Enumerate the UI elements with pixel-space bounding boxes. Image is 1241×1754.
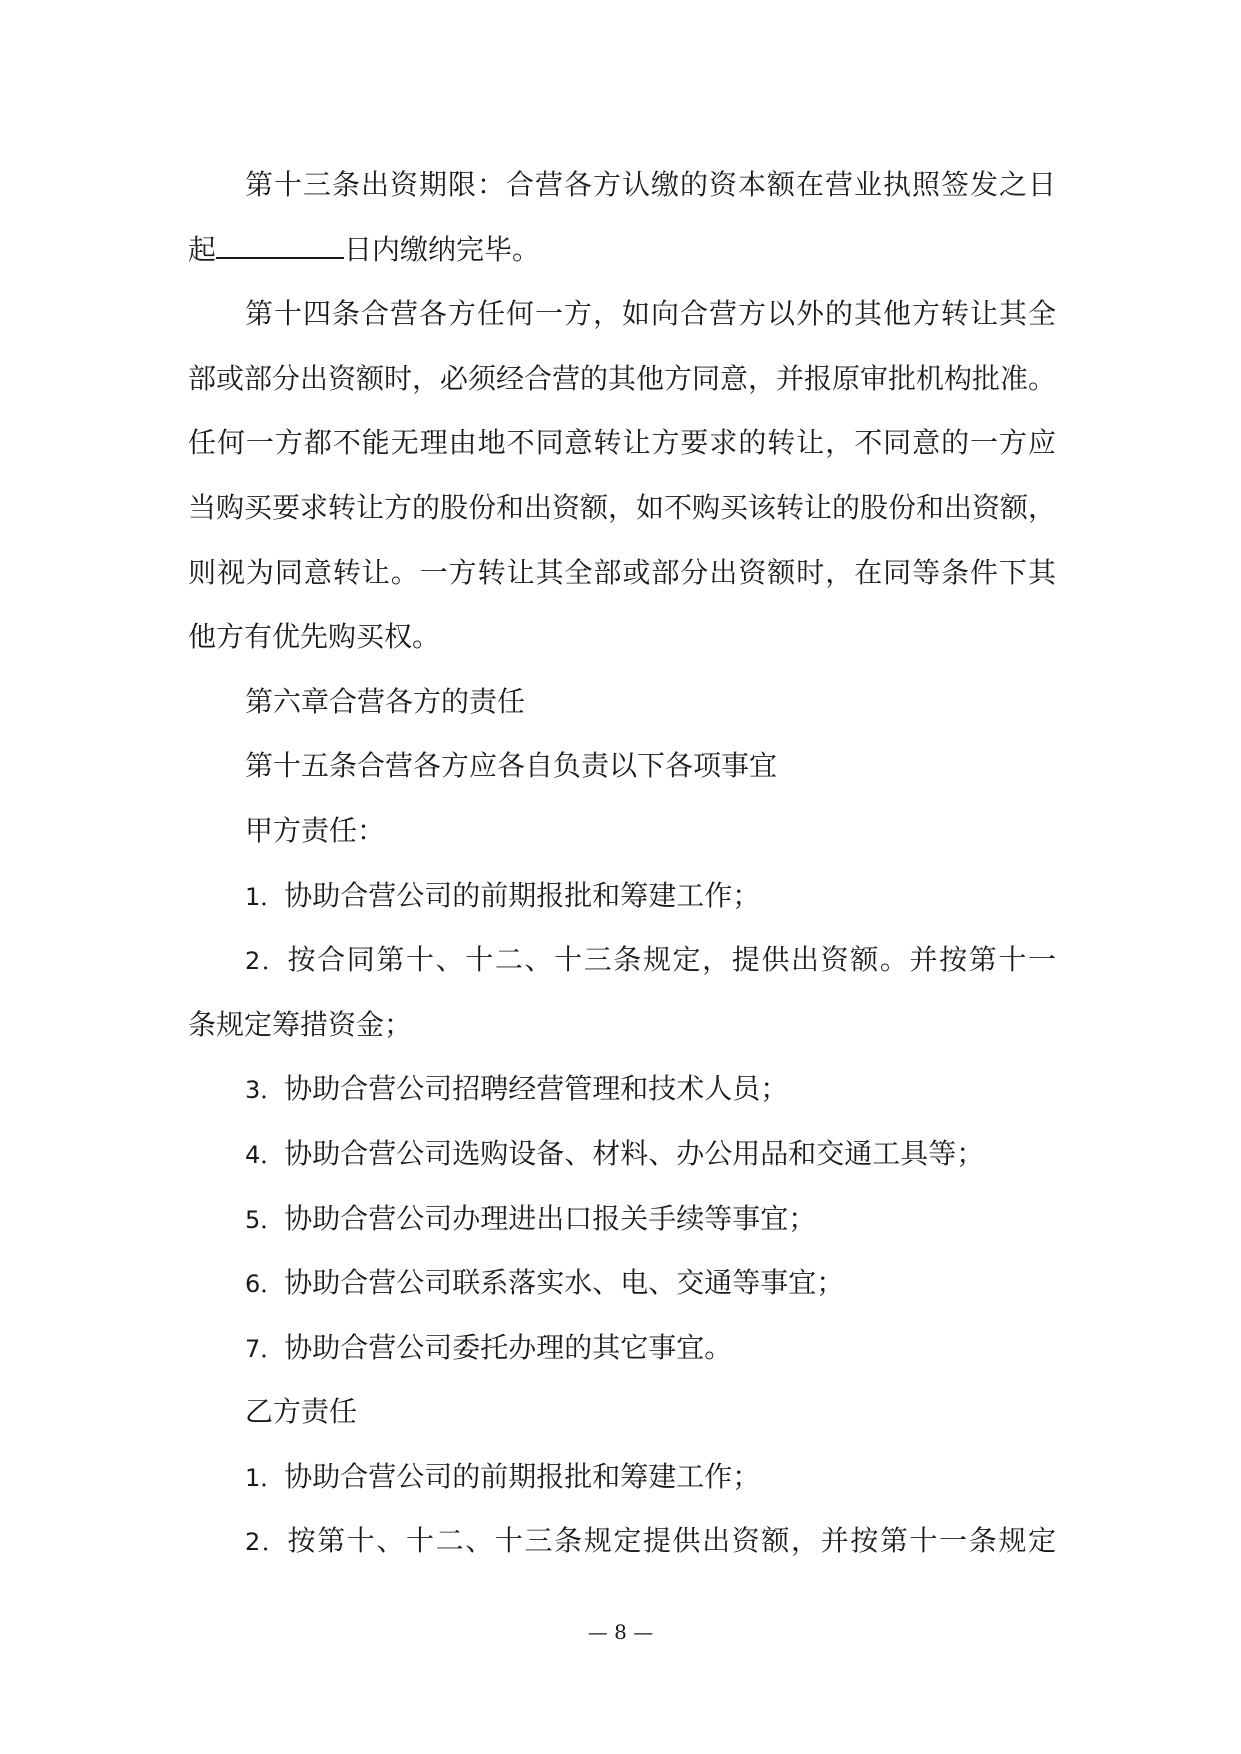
list-number: 1． xyxy=(245,882,285,911)
article-14-line-2: 部或部分出资额时，必须经合营的其他方同意，并报原审批机构批准。 xyxy=(188,361,1057,395)
article-13-suffix: 日内缴纳完毕。 xyxy=(344,232,541,266)
party-a-item-2 xyxy=(188,928,1056,993)
article-14-line-4: 当购买要求转让方的股份和出资额，如不购买该转让的股份和出资额， xyxy=(188,490,1057,524)
party-b-heading: 乙方责任 xyxy=(245,1395,358,1429)
list-item-text: 按第十、十二、十三条规定提供出资额，并按第十一条规定 xyxy=(287,1524,1056,1558)
article-13-line-2 xyxy=(188,218,1056,283)
party-a-item-3 xyxy=(188,1057,1056,1122)
list-item-text: 按合同第十、十二、十三条规定，提供出资额。并按第十一 xyxy=(287,943,1056,977)
list-item-text: 协助合营公司联系落实水、电、交通等事宜； xyxy=(284,1266,845,1300)
article-14-line-3: 任何一方都不能无理由地不同意转让方要求的转让，不同意的一方应 xyxy=(188,426,1056,460)
list-item-text: 协助合营公司委托办理的其它事宜。 xyxy=(284,1330,733,1364)
article-13-prefix: 起 xyxy=(188,232,217,266)
party-a-item-1 xyxy=(188,864,1056,929)
article-14-line-6: 他方有优先购买权。 xyxy=(188,620,441,654)
list-number: 4． xyxy=(245,1140,285,1169)
party-a-item-5 xyxy=(188,1187,1056,1252)
list-number: 3． xyxy=(245,1076,285,1105)
chapter-6-heading: 第六章合营各方的责任 xyxy=(245,684,526,718)
article-14-line-5: 则视为同意转让。一方转让其全部或部分出资额时，在同等条件下其 xyxy=(188,555,1056,589)
party-a-item-6 xyxy=(188,1251,1056,1316)
party-a-heading: 甲方责任： xyxy=(245,813,386,847)
list-number: 7． xyxy=(245,1334,285,1363)
list-number: 5． xyxy=(245,1205,285,1234)
party-a-item-7 xyxy=(188,1316,1056,1381)
fill-in-blank xyxy=(216,233,344,259)
list-number: 2． xyxy=(245,1528,288,1557)
list-number: 2． xyxy=(245,947,288,976)
list-number: 1． xyxy=(245,1463,285,1492)
article-13-line-1: 第十三条出资期限：合营各方认缴的资本额在营业执照签发之日 xyxy=(245,168,1056,201)
party-b-item-1 xyxy=(188,1445,1056,1510)
party-a-item-2-continued xyxy=(188,993,1056,1058)
list-item-text: 条规定筹措资金； xyxy=(188,1007,413,1041)
list-item-text: 协助合营公司选购设备、材料、办公用品和交通工具等； xyxy=(284,1136,985,1170)
list-item-text: 协助合营公司办理进出口报关手续等事宜； xyxy=(284,1201,817,1235)
party-a-item-4 xyxy=(188,1122,1056,1187)
list-item-text: 协助合营公司的前期报批和筹建工作； xyxy=(284,878,761,912)
party-b-item-2 xyxy=(188,1509,1056,1574)
list-item-text: 协助合营公司的前期报批和筹建工作； xyxy=(284,1459,761,1493)
page-number: — 8 — xyxy=(587,1620,654,1644)
document-body xyxy=(188,153,1056,1574)
list-item-text: 协助合营公司招聘经营管理和技术人员； xyxy=(284,1072,789,1106)
list-number: 6． xyxy=(245,1270,285,1299)
article-14-line-1: 第十四条合营各方任何一方，如向合营方以外的其他方转让其全 xyxy=(245,297,1056,331)
article-15: 第十五条合营各方应各自负责以下各项事宜 xyxy=(245,749,778,783)
